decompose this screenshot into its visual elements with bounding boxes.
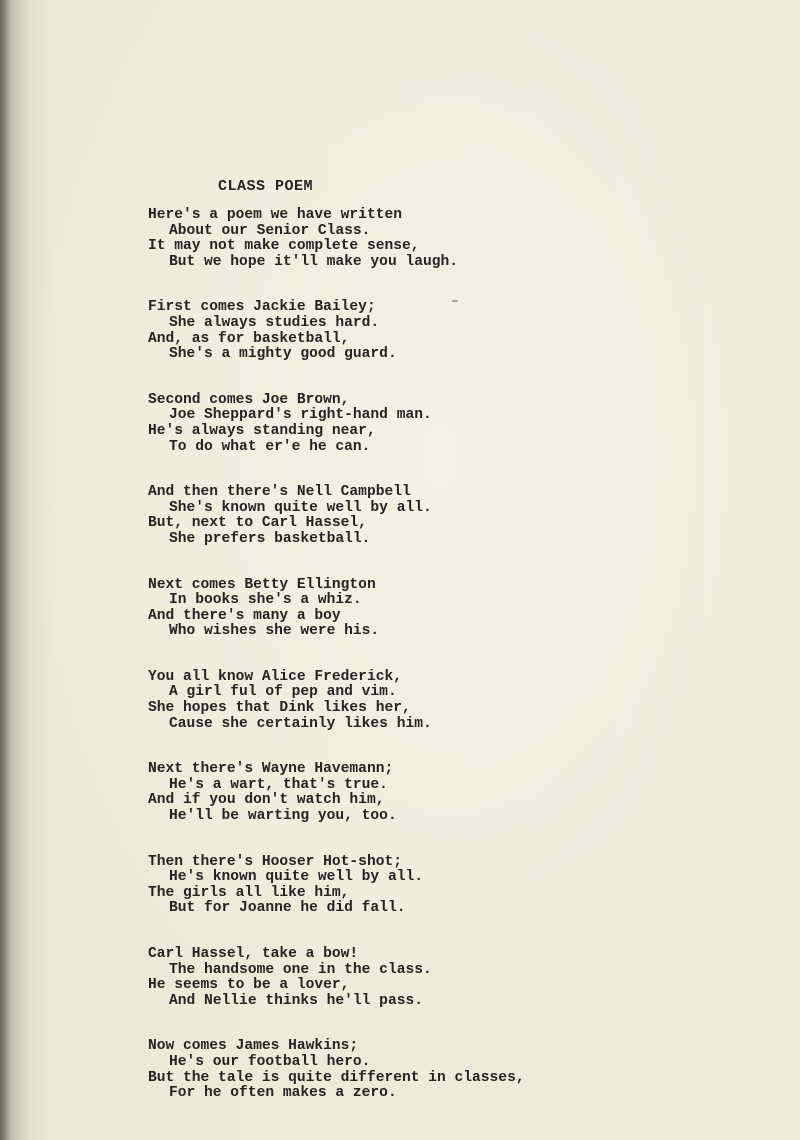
poem-line: Second comes Joe Brown, bbox=[148, 391, 350, 408]
poem-stanza bbox=[148, 1039, 768, 1101]
poem-line: Here's a poem we have written bbox=[148, 207, 402, 223]
poem-line: But, next to Carl Hassel, bbox=[148, 515, 367, 532]
poem-stanza bbox=[148, 947, 768, 1009]
poem-line: Next there's Wayne Havemann; bbox=[148, 761, 394, 778]
poem-stanza bbox=[148, 485, 768, 547]
poem bbox=[148, 178, 768, 1132]
poem-line: In books she's a whiz. bbox=[169, 592, 362, 609]
poem-line: You all know Alice Frederick, bbox=[148, 668, 402, 685]
poem-line: He'll be warting you, too. bbox=[169, 808, 397, 825]
poem-line: She's known quite well by all. bbox=[169, 499, 432, 516]
poem-line: To do what er'e he can. bbox=[169, 438, 371, 455]
poem-line: About our Senior Class. bbox=[169, 222, 371, 239]
poem-stanza bbox=[148, 300, 768, 362]
poem-line: First comes Jackie Bailey; bbox=[148, 299, 376, 316]
poem-line: But we hope it'll make you laugh. bbox=[169, 253, 459, 270]
poem-line: He's always standing near, bbox=[148, 422, 376, 439]
poem-line: But for Joanne he did fall. bbox=[169, 900, 406, 917]
poem-line: And Nellie thinks he'll pass. bbox=[169, 992, 423, 1009]
poem-line: For he often makes a zero. bbox=[169, 1085, 397, 1102]
poem-line: He seems to be a lover, bbox=[148, 977, 350, 994]
poem-stanza bbox=[148, 578, 768, 640]
poem-line: Carl Hassel, take a bow! bbox=[148, 946, 359, 962]
poem-line: And then there's Nell Campbell bbox=[148, 484, 411, 501]
poem-line: She's a mighty good guard. bbox=[169, 346, 397, 363]
poem-line: The girls all like him, bbox=[148, 884, 350, 901]
poem-stanza bbox=[148, 208, 768, 270]
poem-line: She always studies hard. bbox=[169, 314, 380, 331]
poem-stanza bbox=[148, 393, 768, 455]
poem-line: He's our football hero. bbox=[169, 1053, 371, 1070]
poem-line: She prefers basketball. bbox=[169, 530, 371, 547]
poem-line: She hopes that Dink likes her, bbox=[148, 700, 411, 717]
poem-stanza bbox=[148, 855, 768, 917]
poem-line: Then there's Hooser Hot-shot; bbox=[148, 853, 402, 870]
poem-line: He's a wart, that's true. bbox=[169, 776, 388, 793]
poem-title: CLASS POEM bbox=[218, 178, 314, 195]
poem-stanza bbox=[148, 670, 768, 732]
binding-shadow bbox=[0, 0, 10, 1140]
poem-line: A girl ful of pep and vim. bbox=[169, 684, 397, 701]
poem-line: But the tale is quite different in classes, bbox=[148, 1069, 525, 1086]
poem-line: And if you don't watch him, bbox=[148, 792, 385, 809]
poem-stanzas bbox=[148, 208, 768, 1102]
poem-line: Joe Sheppard's right-hand man. bbox=[169, 407, 432, 424]
poem-line: Cause she certainly likes him. bbox=[169, 715, 432, 732]
poem-line: Who wishes she were his. bbox=[169, 623, 380, 640]
poem-line: And there's many a boy bbox=[148, 607, 341, 624]
poem-line: It may not make complete sense, bbox=[148, 238, 420, 255]
poem-line: Now comes James Hawkins; bbox=[148, 1038, 359, 1055]
poem-line: The handsome one in the class. bbox=[169, 961, 432, 978]
poem-stanza bbox=[148, 762, 768, 824]
poem-line: And, as for basketball, bbox=[148, 330, 350, 347]
poem-line: Next comes Betty Ellington bbox=[148, 576, 376, 593]
poem-line: He's known quite well by all. bbox=[169, 869, 423, 886]
